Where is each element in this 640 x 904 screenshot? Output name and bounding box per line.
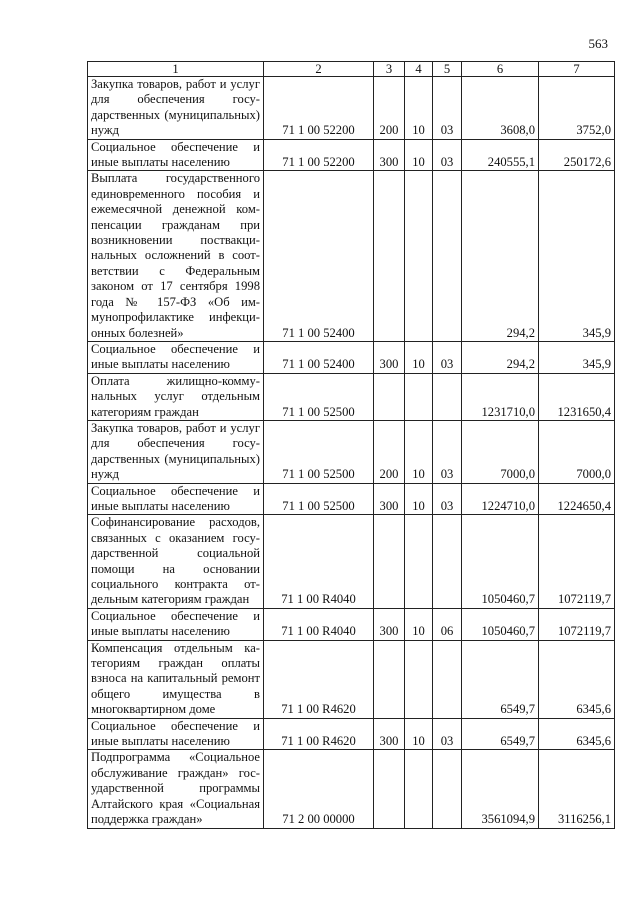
row-value-7: 7000,0 — [539, 420, 615, 483]
row-name: Выплата государственного единовременного пособия и ежемесячной денежной компенсации гражданам при возникновении поствакцинальных осложнений в соответствии с Федеральным законом от 17 сентября 1998 года № 157-ФЗ «Об иммунопрофилактике инфекционных болезней» — [88, 171, 264, 341]
table-row — [88, 640, 615, 718]
row-value-7: 6345,6 — [539, 640, 615, 718]
row-col5: 03 — [433, 139, 462, 171]
row-code: 71 1 00 52500 — [264, 373, 374, 420]
row-value-7: 1072119,7 — [539, 608, 615, 640]
table-row — [88, 750, 615, 828]
row-name: Социальное обеспечение и иные выплаты населению — [88, 718, 264, 750]
row-value-7: 250172,6 — [539, 139, 615, 171]
table-row — [88, 608, 615, 640]
row-name: Социальное обеспечение и иные выплаты населению — [88, 139, 264, 171]
row-code: 71 1 00 R4040 — [264, 515, 374, 608]
row-value-7: 3752,0 — [539, 77, 615, 140]
row-code: 71 1 00 R4040 — [264, 608, 374, 640]
row-col4 — [405, 515, 433, 608]
row-value-6: 294,2 — [462, 341, 539, 373]
row-col5: 03 — [433, 420, 462, 483]
row-col3 — [374, 515, 405, 608]
row-name: Софинансирование расходов, связанных с оказанием государственной социальной помощи на основании социального контракта отдельным категориям граждан — [88, 515, 264, 608]
row-col3 — [374, 373, 405, 420]
row-value-7: 3116256,1 — [539, 750, 615, 828]
row-col5 — [433, 640, 462, 718]
row-col5: 03 — [433, 718, 462, 750]
row-value-6: 1050460,7 — [462, 515, 539, 608]
row-name: Социальное обеспечение и иные выплаты населению — [88, 341, 264, 373]
row-code: 71 1 00 52500 — [264, 420, 374, 483]
table-row — [88, 171, 615, 341]
row-code: 71 1 00 R4620 — [264, 718, 374, 750]
row-col4: 10 — [405, 77, 433, 140]
row-value-7: 1072119,7 — [539, 515, 615, 608]
row-value-6: 1231710,0 — [462, 373, 539, 420]
col-header-1: 1 — [88, 62, 264, 77]
table-row — [88, 718, 615, 750]
row-col3: 300 — [374, 341, 405, 373]
row-value-6: 3561094,9 — [462, 750, 539, 828]
row-col3: 300 — [374, 718, 405, 750]
row-col3: 300 — [374, 608, 405, 640]
row-name: Оплата жилищно-коммунальных услуг отдельным категориям граждан — [88, 373, 264, 420]
row-col4: 10 — [405, 483, 433, 515]
row-value-6: 1224710,0 — [462, 483, 539, 515]
row-col3 — [374, 640, 405, 718]
col-header-7: 7 — [539, 62, 615, 77]
row-col3: 300 — [374, 139, 405, 171]
col-header-2: 2 — [264, 62, 374, 77]
table-row — [88, 515, 615, 608]
col-header-6: 6 — [462, 62, 539, 77]
row-col4: 10 — [405, 420, 433, 483]
row-col5: 03 — [433, 341, 462, 373]
row-col5 — [433, 171, 462, 341]
row-col5 — [433, 373, 462, 420]
row-code: 71 1 00 52200 — [264, 77, 374, 140]
row-name: Социальное обеспечение и иные выплаты населению — [88, 483, 264, 515]
header-row — [88, 62, 615, 77]
row-value-6: 7000,0 — [462, 420, 539, 483]
col-header-3: 3 — [374, 62, 405, 77]
row-col4: 10 — [405, 718, 433, 750]
row-col3: 300 — [374, 483, 405, 515]
row-value-6: 1050460,7 — [462, 608, 539, 640]
row-value-6: 294,2 — [462, 171, 539, 341]
row-col5: 06 — [433, 608, 462, 640]
row-name: Компенсация отдельным категориям граждан оплаты взноса на капитальный ремонт общего имущества в многоквартирном доме — [88, 640, 264, 718]
row-col3 — [374, 750, 405, 828]
row-col3: 200 — [374, 77, 405, 140]
row-code: 71 1 00 52400 — [264, 171, 374, 341]
row-name: Подпрограмма «Социальное обслуживание граждан» государственной программы Алтайского края «Социальная поддержка граждан» — [88, 750, 264, 828]
row-value-7: 345,9 — [539, 171, 615, 341]
table-row — [88, 483, 615, 515]
row-name: Закупка товаров, работ и услуг для обеспечения государственных (муниципальных) нужд — [88, 77, 264, 140]
row-col3 — [374, 171, 405, 341]
row-col4 — [405, 640, 433, 718]
page-number: 563 — [588, 36, 608, 51]
row-col4: 10 — [405, 608, 433, 640]
row-code: 71 1 00 R4620 — [264, 640, 374, 718]
row-code: 71 1 00 52400 — [264, 341, 374, 373]
row-name: Закупка товаров, работ и услуг для обеспечения государственных (муниципальных) нужд — [88, 420, 264, 483]
row-code: 71 2 00 00000 — [264, 750, 374, 828]
row-col4: 10 — [405, 139, 433, 171]
row-name: Социальное обеспечение и иные выплаты населению — [88, 608, 264, 640]
table-row — [88, 341, 615, 373]
row-col4 — [405, 750, 433, 828]
row-col4 — [405, 373, 433, 420]
table-row — [88, 373, 615, 420]
row-col5 — [433, 750, 462, 828]
table-row — [88, 77, 615, 140]
row-code: 71 1 00 52200 — [264, 139, 374, 171]
row-value-6: 3608,0 — [462, 77, 539, 140]
budget-table — [87, 61, 615, 829]
row-col5: 03 — [433, 77, 462, 140]
row-value-7: 6345,6 — [539, 718, 615, 750]
row-value-7: 1224650,4 — [539, 483, 615, 515]
row-value-6: 6549,7 — [462, 640, 539, 718]
row-col5: 03 — [433, 483, 462, 515]
table-row — [88, 420, 615, 483]
row-value-6: 240555,1 — [462, 139, 539, 171]
row-value-7: 1231650,4 — [539, 373, 615, 420]
row-col4 — [405, 171, 433, 341]
col-header-5: 5 — [433, 62, 462, 77]
row-value-7: 345,9 — [539, 341, 615, 373]
row-value-6: 6549,7 — [462, 718, 539, 750]
row-col5 — [433, 515, 462, 608]
table-row — [88, 139, 615, 171]
row-code: 71 1 00 52500 — [264, 483, 374, 515]
row-col3: 200 — [374, 420, 405, 483]
row-col4: 10 — [405, 341, 433, 373]
col-header-4: 4 — [405, 62, 433, 77]
